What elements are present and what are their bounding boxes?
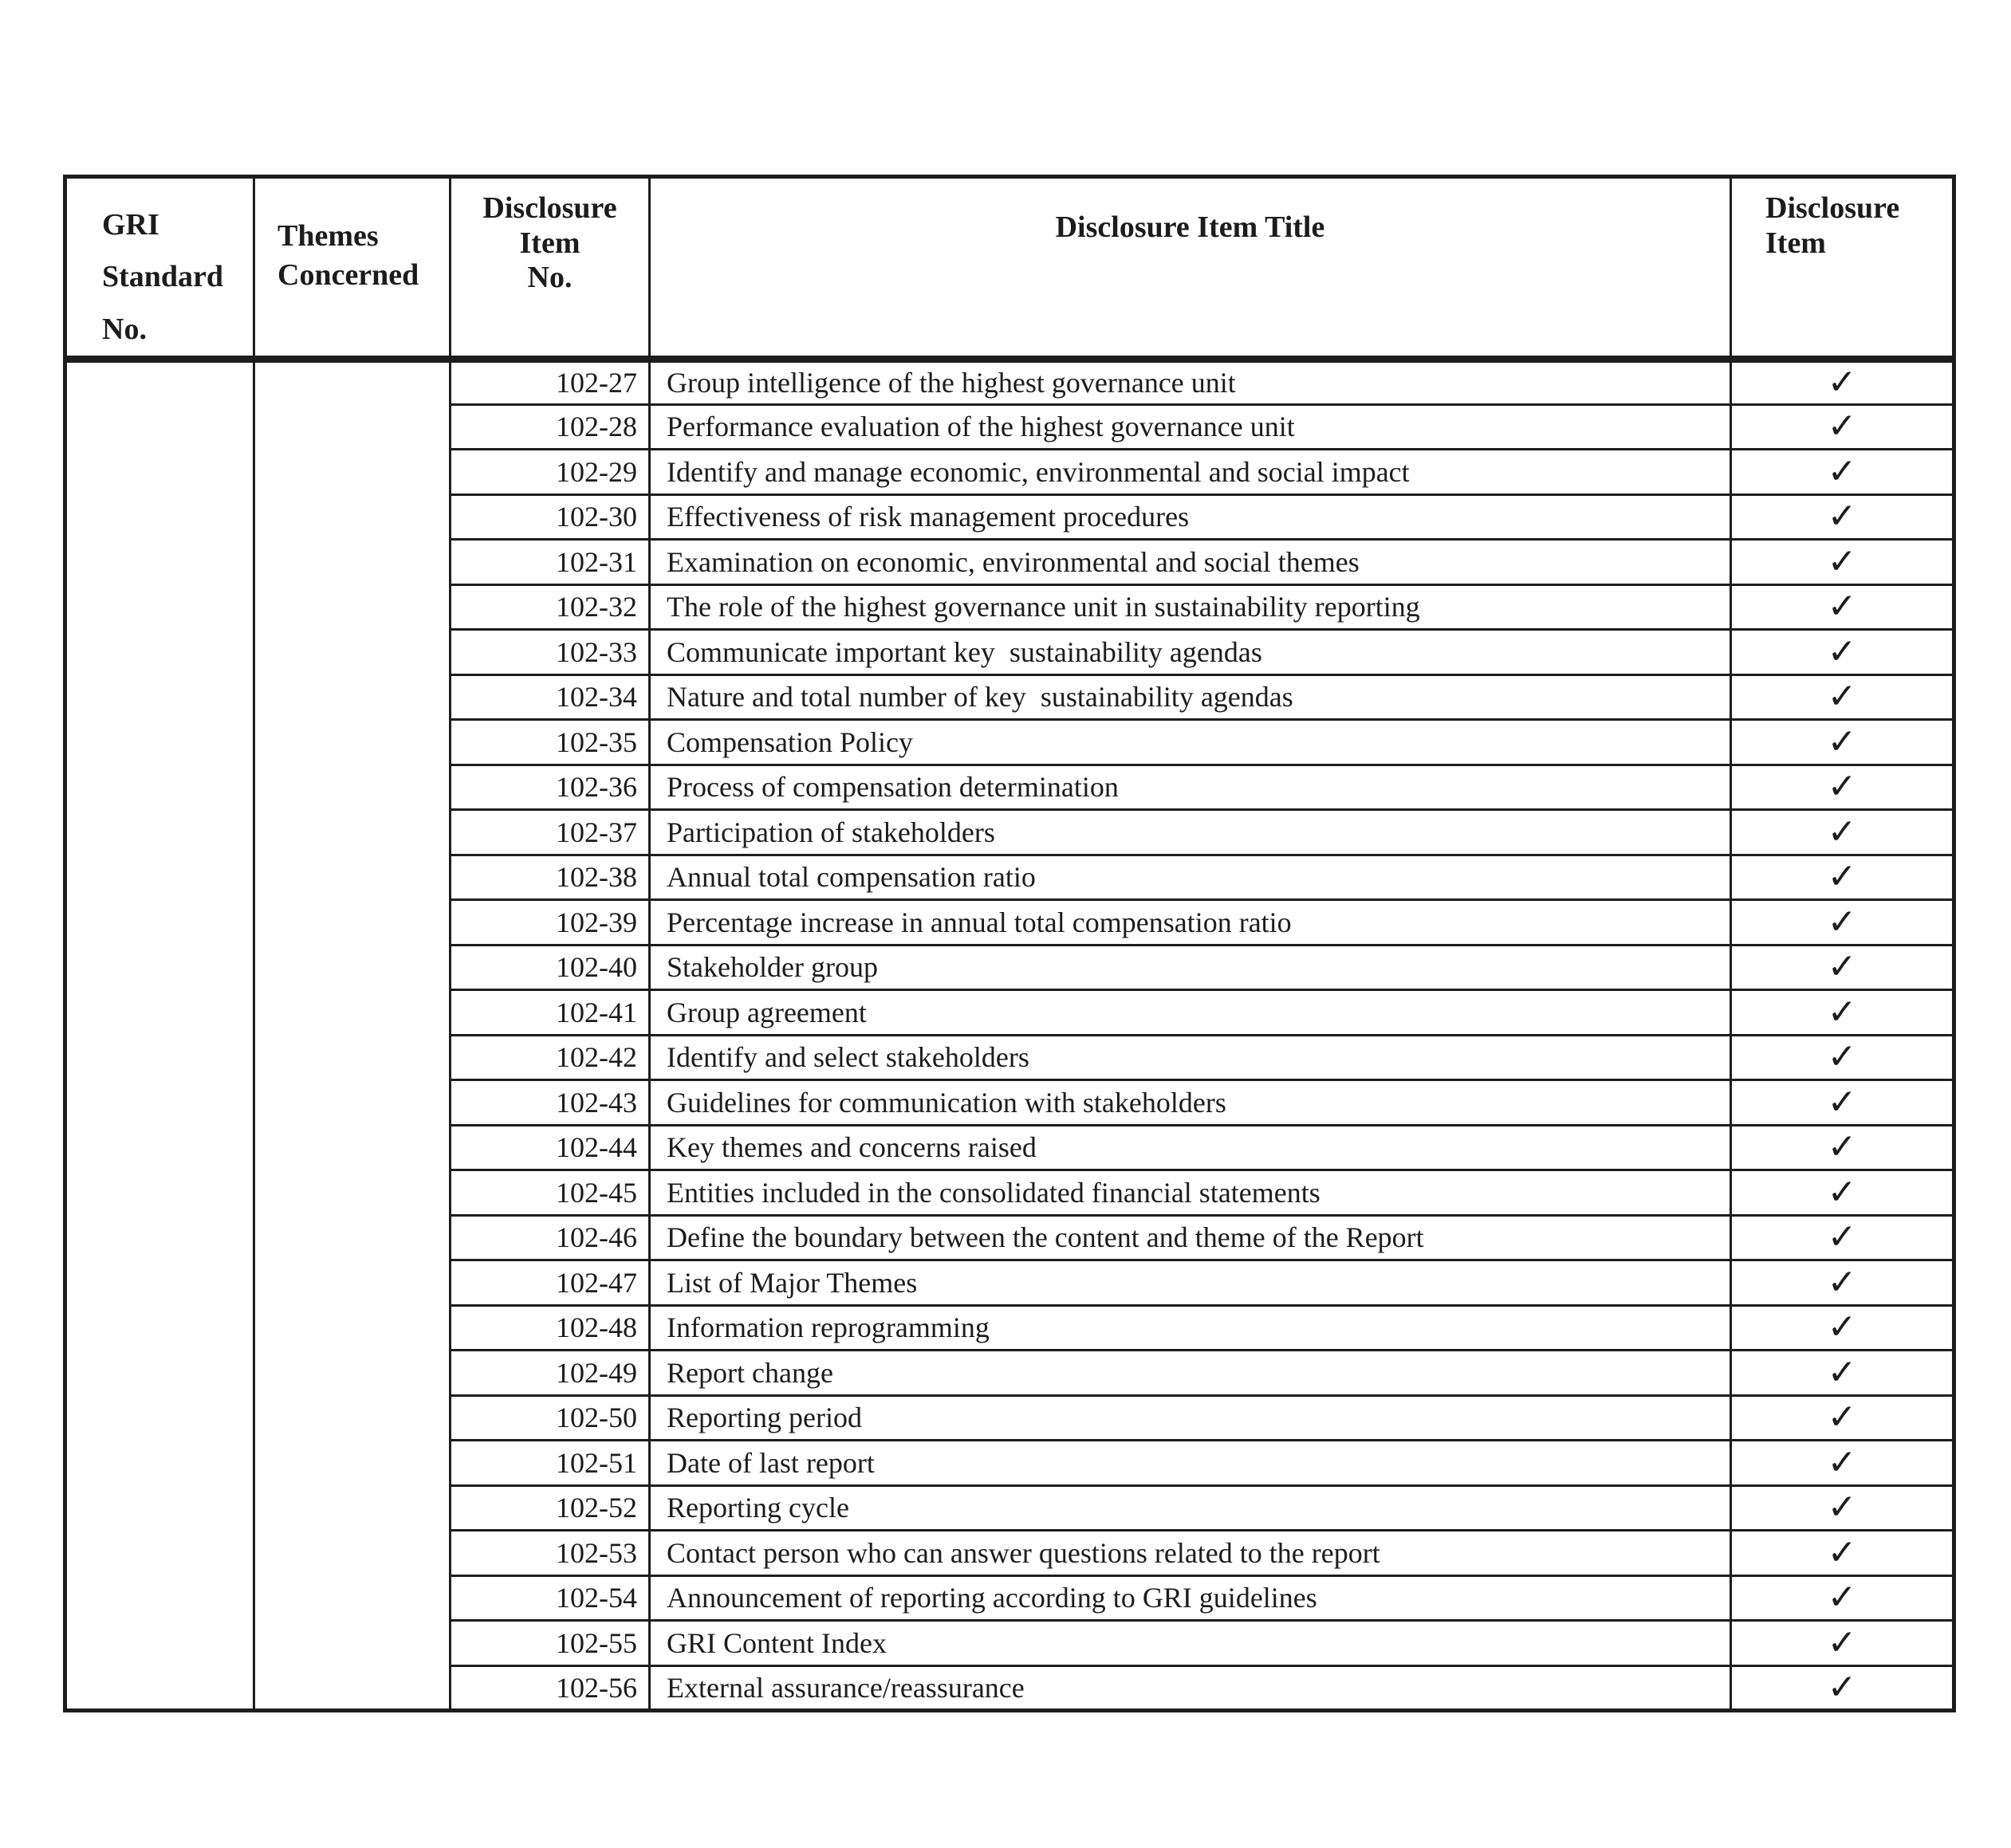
disclosure-item-title-cell: Key themes and concerns raised <box>650 1125 1731 1170</box>
disclosure-item-check-cell <box>1731 1395 1954 1441</box>
check-mark-icon: ✓ <box>1827 586 1857 627</box>
disclosure-item-title-cell: Contact person who can answer questions related to the report <box>650 1531 1731 1576</box>
check-mark-icon: ✓ <box>1827 1261 1857 1303</box>
disclosure-item-title-cell: List of Major Themes <box>650 1260 1731 1306</box>
table-row <box>65 360 1954 405</box>
disclosure-item-check-cell <box>1731 360 1954 405</box>
check-mark-icon: ✓ <box>1827 811 1857 852</box>
header-line: No. <box>527 261 573 295</box>
check-mark-icon: ✓ <box>1827 406 1857 447</box>
check-mark-icon: ✓ <box>1827 1036 1857 1078</box>
disclosure-item-check-cell <box>1731 1441 1954 1486</box>
header-line: Disclosure <box>482 191 617 225</box>
disclosure-item-check-cell <box>1731 1531 1954 1576</box>
check-mark-icon: ✓ <box>1827 1441 1857 1483</box>
disclosure-item-no-cell: 102-52 <box>451 1485 650 1531</box>
disclosure-item-title-cell: Group intelligence of the highest governance unit <box>650 360 1731 405</box>
check-mark-icon: ✓ <box>1827 1171 1857 1213</box>
disclosure-item-title-cell: The role of the highest governance unit in sustainability reporting <box>650 584 1731 630</box>
disclosure-item-title-cell: Participation of stakeholders <box>650 810 1731 855</box>
disclosure-item-no-cell: 102-51 <box>451 1441 650 1486</box>
disclosure-item-check-cell <box>1731 720 1954 765</box>
disclosure-item-title-cell: Report change <box>650 1351 1731 1396</box>
header-line: No. <box>102 312 147 346</box>
check-mark-icon: ✓ <box>1827 1397 1857 1438</box>
header-line: Themes <box>277 219 379 253</box>
check-mark-icon: ✓ <box>1827 1487 1857 1528</box>
disclosure-item-no-cell: 102-38 <box>451 855 650 900</box>
header-disclosure-item <box>1731 177 1954 360</box>
disclosure-item-no-cell: 102-43 <box>451 1080 650 1126</box>
disclosure-item-check-cell <box>1731 1080 1954 1126</box>
check-mark-icon: ✓ <box>1827 496 1857 537</box>
disclosure-item-title-cell: Stakeholder group <box>650 945 1731 990</box>
header-line: Concerned <box>277 258 419 292</box>
disclosure-item-title-cell: Effectiveness of risk management procedures <box>650 494 1731 540</box>
header-line: Standard <box>102 260 224 294</box>
disclosure-item-no-cell: 102-45 <box>451 1170 650 1216</box>
disclosure-item-check-cell <box>1731 674 1954 720</box>
disclosure-item-title-cell: Percentage increase in annual total compensation ratio <box>650 900 1731 946</box>
disclosure-item-check-cell <box>1731 404 1954 450</box>
disclosure-item-title-cell: Entities included in the consolidated financial statements <box>650 1170 1731 1216</box>
disclosure-item-no-cell: 102-28 <box>451 404 650 450</box>
check-mark-icon: ✓ <box>1827 631 1857 672</box>
disclosure-item-no-cell: 102-32 <box>451 584 650 630</box>
disclosure-item-title-cell: Reporting period <box>650 1395 1731 1441</box>
themes-concerned-empty-cell <box>254 360 451 1711</box>
disclosure-item-check-cell <box>1731 584 1954 630</box>
check-mark-icon: ✓ <box>1827 1126 1857 1168</box>
disclosure-item-title-cell: Date of last report <box>650 1441 1731 1486</box>
disclosure-item-check-cell <box>1731 1665 1954 1711</box>
disclosure-item-check-cell <box>1731 900 1954 946</box>
disclosure-item-title-cell: Examination on economic, environmental and social themes <box>650 540 1731 585</box>
disclosure-item-no-cell: 102-27 <box>451 360 650 405</box>
disclosure-item-check-cell <box>1731 1621 1954 1666</box>
check-mark-icon: ✓ <box>1827 991 1857 1032</box>
header-line: Disclosure Item Title <box>1055 210 1325 244</box>
header-line: Item <box>519 226 580 260</box>
disclosure-item-title-cell: Annual total compensation ratio <box>650 855 1731 900</box>
disclosure-item-check-cell <box>1731 630 1954 675</box>
disclosure-item-check-cell <box>1731 1575 1954 1621</box>
check-mark-icon: ✓ <box>1827 362 1857 403</box>
header-line: Item <box>1765 226 1826 260</box>
gri-content-index-table <box>63 175 1956 1712</box>
disclosure-item-no-cell: 102-37 <box>451 810 650 855</box>
gri-standard-no-empty-cell <box>65 360 254 1711</box>
disclosure-item-title-cell: Group agreement <box>650 990 1731 1036</box>
disclosure-item-title-cell: GRI Content Index <box>650 1621 1731 1666</box>
header-line: Disclosure <box>1765 191 1900 225</box>
disclosure-item-no-cell: 102-49 <box>451 1351 650 1396</box>
check-mark-icon: ✓ <box>1827 946 1857 988</box>
check-mark-icon: ✓ <box>1827 1531 1857 1573</box>
check-mark-icon: ✓ <box>1827 1351 1857 1393</box>
disclosure-item-no-cell: 102-41 <box>451 990 650 1036</box>
disclosure-item-check-cell <box>1731 1215 1954 1260</box>
disclosure-item-title-cell: Guidelines for communication with stakeholders <box>650 1080 1731 1126</box>
disclosure-item-check-cell <box>1731 810 1954 855</box>
disclosure-item-title-cell: Announcement of reporting according to GRI guidelines <box>650 1575 1731 1621</box>
header-themes-concerned <box>254 177 451 360</box>
disclosure-item-title-cell: Information reprogramming <box>650 1305 1731 1351</box>
disclosure-item-no-cell: 102-55 <box>451 1621 650 1666</box>
disclosure-item-title-cell: External assurance/reassurance <box>650 1665 1731 1711</box>
disclosure-item-no-cell: 102-47 <box>451 1260 650 1306</box>
check-mark-icon: ✓ <box>1827 901 1857 942</box>
disclosure-item-no-cell: 102-54 <box>451 1575 650 1621</box>
disclosure-item-check-cell <box>1731 945 1954 990</box>
disclosure-item-title-cell: Communicate important key sustainability agendas <box>650 630 1731 675</box>
disclosure-item-title-cell: Identify and select stakeholders <box>650 1035 1731 1080</box>
header-line: GRI <box>102 208 159 242</box>
check-mark-icon: ✓ <box>1827 766 1857 808</box>
disclosure-item-title-cell: Reporting cycle <box>650 1485 1731 1531</box>
disclosure-item-title-cell: Identify and manage economic, environmental and social impact <box>650 450 1731 495</box>
disclosure-item-no-cell: 102-46 <box>451 1215 650 1260</box>
header-gri-standard-no <box>65 177 254 360</box>
disclosure-item-title-cell: Performance evaluation of the highest governance unit <box>650 404 1731 450</box>
disclosure-item-no-cell: 102-44 <box>451 1125 650 1170</box>
check-mark-icon: ✓ <box>1827 676 1857 718</box>
disclosure-item-no-cell: 102-48 <box>451 1305 650 1351</box>
table-body <box>65 360 1954 1711</box>
check-mark-icon: ✓ <box>1827 721 1857 762</box>
disclosure-item-no-cell: 102-53 <box>451 1531 650 1576</box>
disclosure-item-no-cell: 102-29 <box>451 450 650 495</box>
check-mark-icon: ✓ <box>1827 856 1857 898</box>
disclosure-item-no-cell: 102-34 <box>451 674 650 720</box>
check-mark-icon: ✓ <box>1827 1307 1857 1348</box>
disclosure-item-title-cell: Define the boundary between the content and theme of the Report <box>650 1215 1731 1260</box>
disclosure-item-no-cell: 102-30 <box>451 494 650 540</box>
disclosure-item-no-cell: 102-39 <box>451 900 650 946</box>
disclosure-item-check-cell <box>1731 1305 1954 1351</box>
disclosure-item-title-cell: Process of compensation determination <box>650 765 1731 810</box>
disclosure-item-check-cell <box>1731 1035 1954 1080</box>
disclosure-item-no-cell: 102-31 <box>451 540 650 585</box>
disclosure-item-title-cell: Nature and total number of key sustainability agendas <box>650 674 1731 720</box>
table-header-row <box>65 177 1954 360</box>
check-mark-icon: ✓ <box>1827 1666 1857 1708</box>
disclosure-item-no-cell: 102-50 <box>451 1395 650 1441</box>
disclosure-item-check-cell <box>1731 1351 1954 1396</box>
disclosure-item-check-cell <box>1731 855 1954 900</box>
disclosure-item-no-cell: 102-42 <box>451 1035 650 1080</box>
disclosure-item-no-cell: 102-56 <box>451 1665 650 1711</box>
check-mark-icon: ✓ <box>1827 1081 1857 1123</box>
check-mark-icon: ✓ <box>1827 1622 1857 1663</box>
disclosure-item-no-cell: 102-33 <box>451 630 650 675</box>
disclosure-item-check-cell <box>1731 1170 1954 1216</box>
disclosure-item-title-cell: Compensation Policy <box>650 720 1731 765</box>
disclosure-item-check-cell <box>1731 765 1954 810</box>
disclosure-item-check-cell <box>1731 494 1954 540</box>
disclosure-item-no-cell: 102-40 <box>451 945 650 990</box>
disclosure-item-no-cell: 102-36 <box>451 765 650 810</box>
check-mark-icon: ✓ <box>1827 1217 1857 1258</box>
check-mark-icon: ✓ <box>1827 1577 1857 1618</box>
check-mark-icon: ✓ <box>1827 450 1857 492</box>
disclosure-item-check-cell <box>1731 990 1954 1036</box>
check-mark-icon: ✓ <box>1827 541 1857 582</box>
disclosure-item-no-cell: 102-35 <box>451 720 650 765</box>
disclosure-item-check-cell <box>1731 540 1954 585</box>
header-disclosure-item-no <box>451 177 650 360</box>
header-disclosure-item-title <box>650 177 1731 360</box>
disclosure-item-check-cell <box>1731 1485 1954 1531</box>
disclosure-item-check-cell <box>1731 1125 1954 1170</box>
disclosure-item-check-cell <box>1731 1260 1954 1306</box>
disclosure-item-check-cell <box>1731 450 1954 495</box>
